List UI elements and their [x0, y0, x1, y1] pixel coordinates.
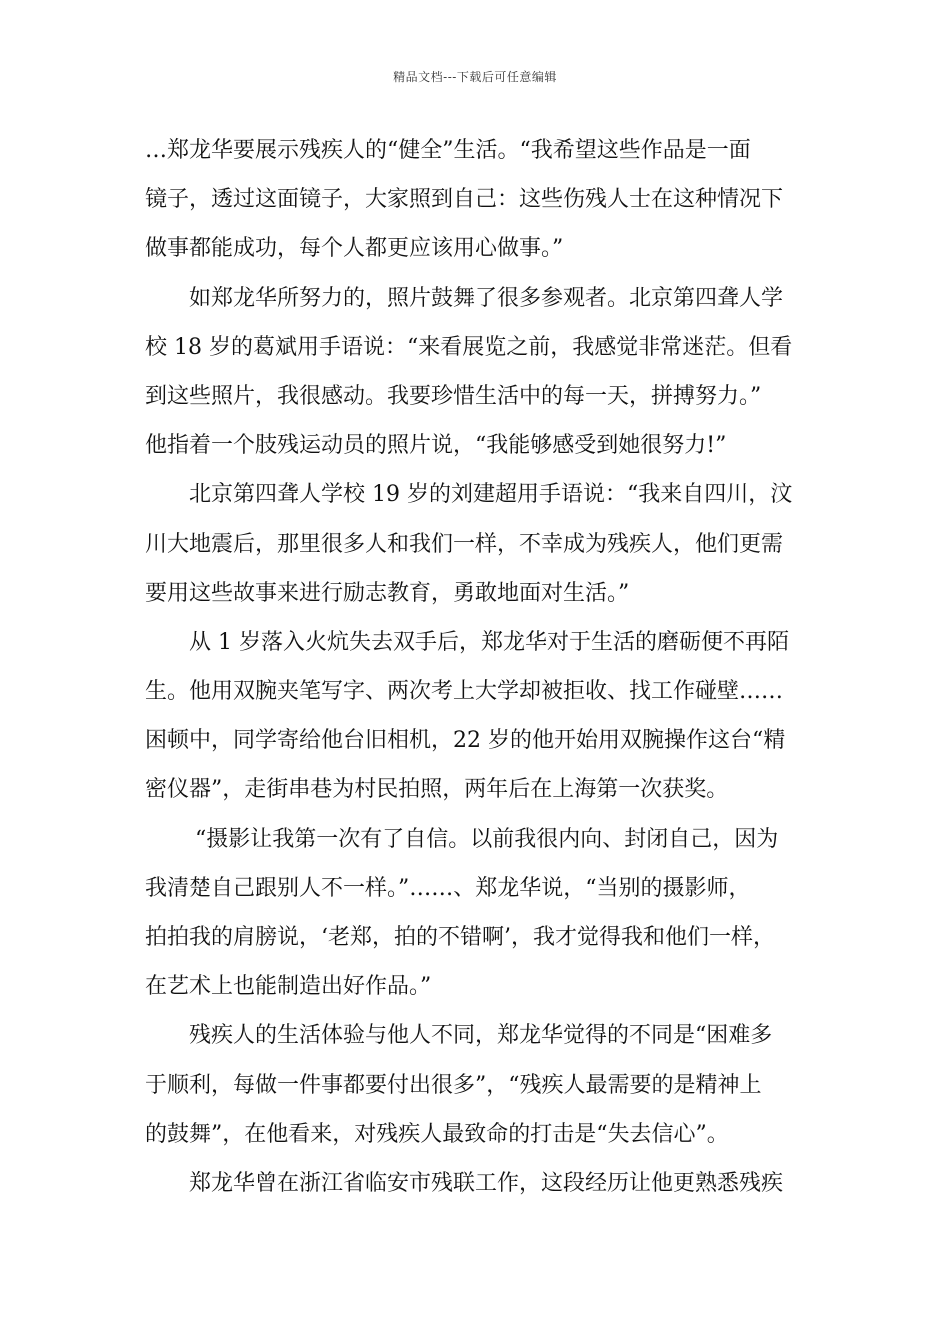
paragraph-first-line: 从 1 岁落入火炕失去双手后，郑龙华对于生活的磨砺便不再陌 — [189, 629, 789, 655]
paragraph-first-line: 如郑龙华所努力的，照片鼓舞了很多参观者。北京第四聋人学 — [189, 285, 784, 311]
text-line: …郑龙华要展示残疾人的“健全”生活。“我希望这些作品是一面 — [145, 138, 751, 163]
text-line: 拍拍我的肩膀说，‘老郑，拍的不错啊’，我才觉得我和他们一样， — [145, 925, 775, 950]
text-line: 校 18 岁的葛斌用手语说：“来看展览之前，我感觉非常迷茫。但看 — [145, 334, 793, 360]
text-line: 川大地震后，那里很多人和我们一样，不幸成为残疾人，他们更需 — [145, 531, 784, 557]
text-line: 的鼓舞”，在他看来，对残疾人最致命的打击是“失去信心”。 — [145, 1121, 729, 1147]
paragraph-first-line: “摄影让我第一次有了自信。以前我很内向、封闭自己，因为 — [195, 826, 779, 852]
paragraph-first-line: 残疾人的生活体验与他人不同，郑龙华觉得的不同是“困难多 — [189, 1023, 773, 1049]
text-line: 于顺利，每做一件事都要付出很多”，“残疾人最需要的是精神上 — [145, 1072, 762, 1098]
text-line: 要用这些故事来进行励志教育，勇敢地面对生活。” — [145, 580, 630, 606]
text-line: 我清楚自己跟别人不一样。”……、郑龙华说，“当别的摄影师， — [145, 875, 751, 901]
body-text — [145, 126, 817, 1208]
text-line: 做事都能成功，每个人都更应该用心做事。” — [145, 236, 564, 262]
text-line: 密仪器”，走街串巷为村民拍照，两年后在上海第一次获奖。 — [145, 777, 729, 803]
paragraph-first-line: 北京第四聋人学校 19 岁的刘建超用手语说：“我来自四川，汶 — [189, 482, 793, 508]
page-header: 精品文档---下载后可任意编辑 — [393, 70, 557, 84]
text-line: 在艺术上也能制造出好作品。” — [145, 974, 432, 1000]
text-line: 镜子，透过这面镜子，大家照到自己：这些伤残人士在这种情况下 — [145, 187, 784, 213]
text-line: 他指着一个肢残运动员的照片说，“我能够感受到她很努力!” — [145, 433, 727, 459]
text-line: 生。他用双腕夹笔写字、两次考上大学却被拒收、找工作碰壁…… — [145, 679, 784, 705]
paragraph-first-line: 郑龙华曾在浙江省临安市残联工作，这段经历让他更熟悉残疾 — [189, 1170, 784, 1196]
text-line: 困顿中，同学寄给他台旧相机，22 岁的他开始用双腕操作这台“精 — [145, 728, 786, 754]
text-line: 到这些照片，我很感动。我要珍惜生活中的每一天，拼搏努力。” — [145, 383, 762, 409]
